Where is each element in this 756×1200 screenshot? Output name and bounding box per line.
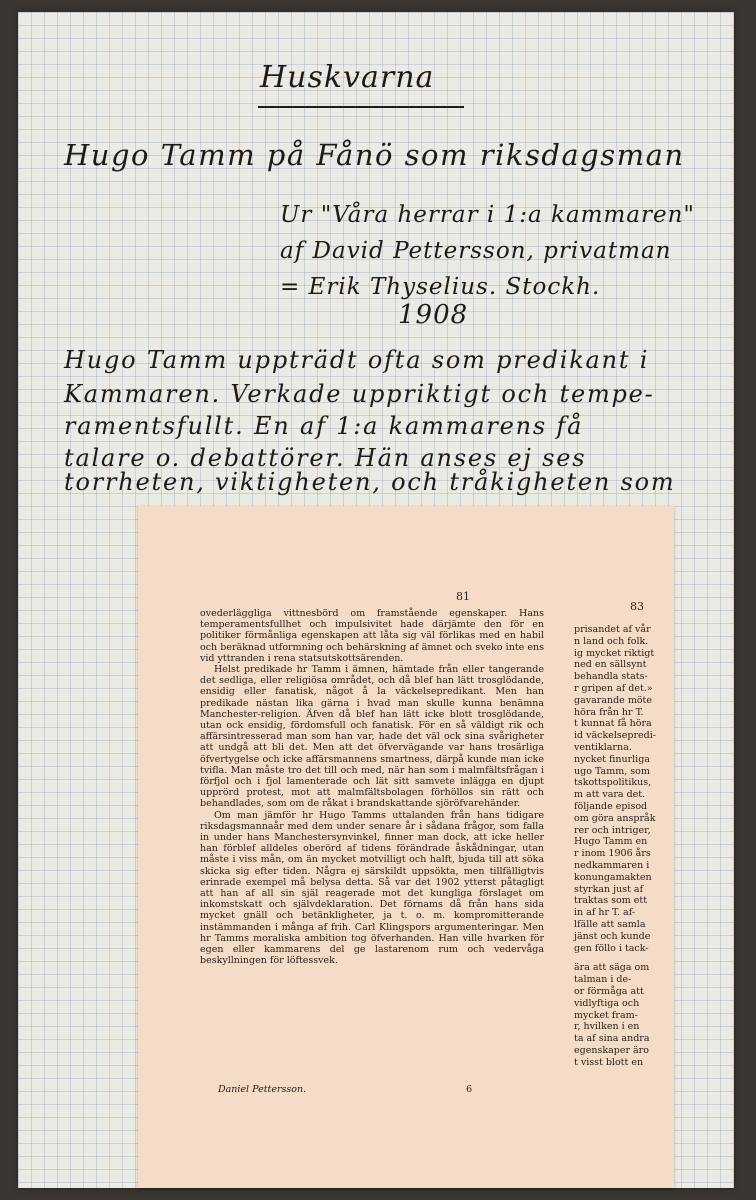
- page-number-left: 81: [456, 590, 470, 603]
- text-paragraph: Om man jämför hr Hugo Tamms uttalanden från hans tidigare riksdagsmannaår med dem under senare år i sådana frågor, som falla in under hans Manchestersynvinkel, finner man dock, att icke heller han förblef alldeles oberörd af tidens förändrade åskådningar, utan måste i viss mån, om än mycket motvilligt och halft, bjuda till att söka skicka sig efter tiden. Några ej särskildt uppsökta, men tillfälligtvis erinrade exempel må belysa detta. Så var det 1902 ytterst påtagligt att han af all sin själ reagerade mot det kungliga förslaget om inkomstskatt och självdeklaration. Det förnams då från hans sida mycket gnäll och betänkligheter, ja t. o. m. kompromitterande instämmanden i många af frih. Carl Klingspors argumenteringar. Men hr Tamms moraliska ambition tog öfverhanden. Han ville hvarken för egen eller kammarens del ge lastarenom rum och vedervåga beskyllningen för löftessvek.: [200, 809, 544, 967]
- right-text-line: talman i de-: [574, 974, 632, 986]
- right-text-line: gavarande möte: [574, 694, 652, 706]
- source-line: = Erik Thyselius. Stockh.: [280, 274, 601, 300]
- line-gap: [574, 954, 674, 962]
- title-underline: [258, 106, 464, 108]
- source-year: 1908: [398, 300, 469, 330]
- source-line: af David Pettersson, privatman: [280, 238, 672, 264]
- right-text-line: id väckelsepredi-: [574, 730, 656, 742]
- handwritten-paragraph-line: Hugo Tamm uppträdt ofta som predikant i: [64, 346, 650, 374]
- page-number-right: 83: [630, 600, 644, 613]
- right-text-line: r gripen af det.»: [574, 682, 653, 694]
- right-text-line: in af hr T. af-: [574, 907, 636, 919]
- right-text-line: gen föllo i tack-: [574, 942, 649, 954]
- right-text-line: styrkan just af: [574, 883, 644, 895]
- right-text-line: Hugo Tamm en: [574, 836, 648, 848]
- right-text-line: prisandet af vår: [574, 624, 651, 635]
- right-text-line: jänst och kunde: [574, 930, 651, 942]
- handwritten-paragraph-line: talare o. debattörer. Hän anses ej ses: [64, 444, 587, 472]
- right-text-line: mycket fram-: [574, 1009, 638, 1021]
- right-text-line: lfälle att samla: [574, 918, 646, 930]
- right-text-line: ta af sina andra: [574, 1033, 650, 1045]
- right-text-line: om göra anspråk: [574, 812, 656, 824]
- right-text-line: t visst blott en: [574, 1056, 644, 1068]
- handwritten-paragraph-line: torrheten, viktigheten, och tråkigheten som: [64, 468, 676, 496]
- printed-clipping: [138, 506, 674, 1188]
- handwritten-title: Huskvarna: [260, 60, 435, 95]
- footer-signature: 6: [466, 1084, 473, 1095]
- right-text-line: ned en sällsynt: [574, 659, 647, 671]
- handwritten-paragraph-line: ramentsfullt. En af 1:a kammarens få: [64, 412, 584, 440]
- text-paragraph: ovederläggliga vittnesbörd om framstående egenskaper. Hans temperamentsfullhet och impulsivitet hade därjämte den för en politiker förmånliga egenskapen att låta sig väl förlikas med en habil och beräknad utformning och behärskning af ämnet och sveko inte ens vid yttranden i rena statsutskottsärenden.: [200, 608, 544, 664]
- text-paragraph: Helst predikade hr Tamm i ämnen, hämtade från eller tangerande det sedliga, eller religiösa området, och då blef han lätt trosglödande, ensidig eller fanatisk, något å la väckelsepredikant. Men han predikade nästan lika gärna i hvad man skulle kunna benämna Manchester-religion. Äfven då blef han lätt icke blott trosglödande, utan ock ensidig, fördomsfull och fanatisk. För en så väldigt rik och affärsintresserad man som han var, hade det väl ock sina svårigheter att undgå att bli det. Men att det öfvervägande var hans trosärliga öfvertygelse och icke affärsmannens smartness, därpå kunde man icke tvifla. Man måste tro det till och med, när han som i malmfältsfrågan i förfjol och i fjol lamenterade och lät sitt samvete inlägga en djupt upprörd protest, mot att malmfältsbolagen förhöllos sin rätt och behandlades, som om de råkat i brandskattande sjöröfvarehänder.: [200, 664, 544, 810]
- source-line: Ur "Våra herrar i 1:a kammaren": [280, 202, 695, 228]
- right-text-line: n land och folk.: [574, 635, 649, 647]
- right-text-line: ig mycket riktigt: [574, 647, 655, 659]
- right-text-line: t kunnat få höra: [574, 718, 652, 730]
- right-text-line: tskottspolitikus,: [574, 777, 652, 789]
- right-text-line: ära att säga om: [574, 962, 650, 974]
- right-text-line: vidlyftiga och: [574, 997, 640, 1009]
- footer-author: Daniel Pettersson.: [218, 1084, 307, 1095]
- right-text-line: or förmåga att: [574, 985, 644, 997]
- right-text-line: rer och intriger,: [574, 824, 651, 836]
- right-text-line: ventiklarna.: [574, 741, 632, 753]
- right-text-line: konungamakten: [574, 871, 652, 883]
- right-text-line: traktas som ett: [574, 895, 648, 907]
- right-text-line: höra från hr T.: [574, 706, 644, 718]
- right-text-line: r, hvilken i en: [574, 1021, 640, 1033]
- right-text-line: m att vara det.: [574, 789, 646, 801]
- handwritten-paragraph-line: Kammaren. Verkade uppriktigt och tempe-: [64, 380, 655, 408]
- right-text-line: nedkammaren i: [574, 859, 650, 871]
- grid-paper-sheet: [18, 12, 734, 1188]
- right-text-line: behandla stats-: [574, 671, 648, 683]
- handwritten-subtitle: Hugo Tamm på Fånö som riksdagsman: [64, 138, 685, 172]
- right-text-line: nycket finurliga: [574, 753, 650, 765]
- right-text-line: följande episod: [574, 800, 648, 812]
- right-text-line: ugo Tamm, som: [574, 765, 650, 777]
- left-text-column: [200, 608, 544, 967]
- right-text-column: [574, 624, 674, 1068]
- right-text-line: r inom 1906 års: [574, 848, 651, 860]
- right-text-line: egenskaper äro: [574, 1044, 649, 1056]
